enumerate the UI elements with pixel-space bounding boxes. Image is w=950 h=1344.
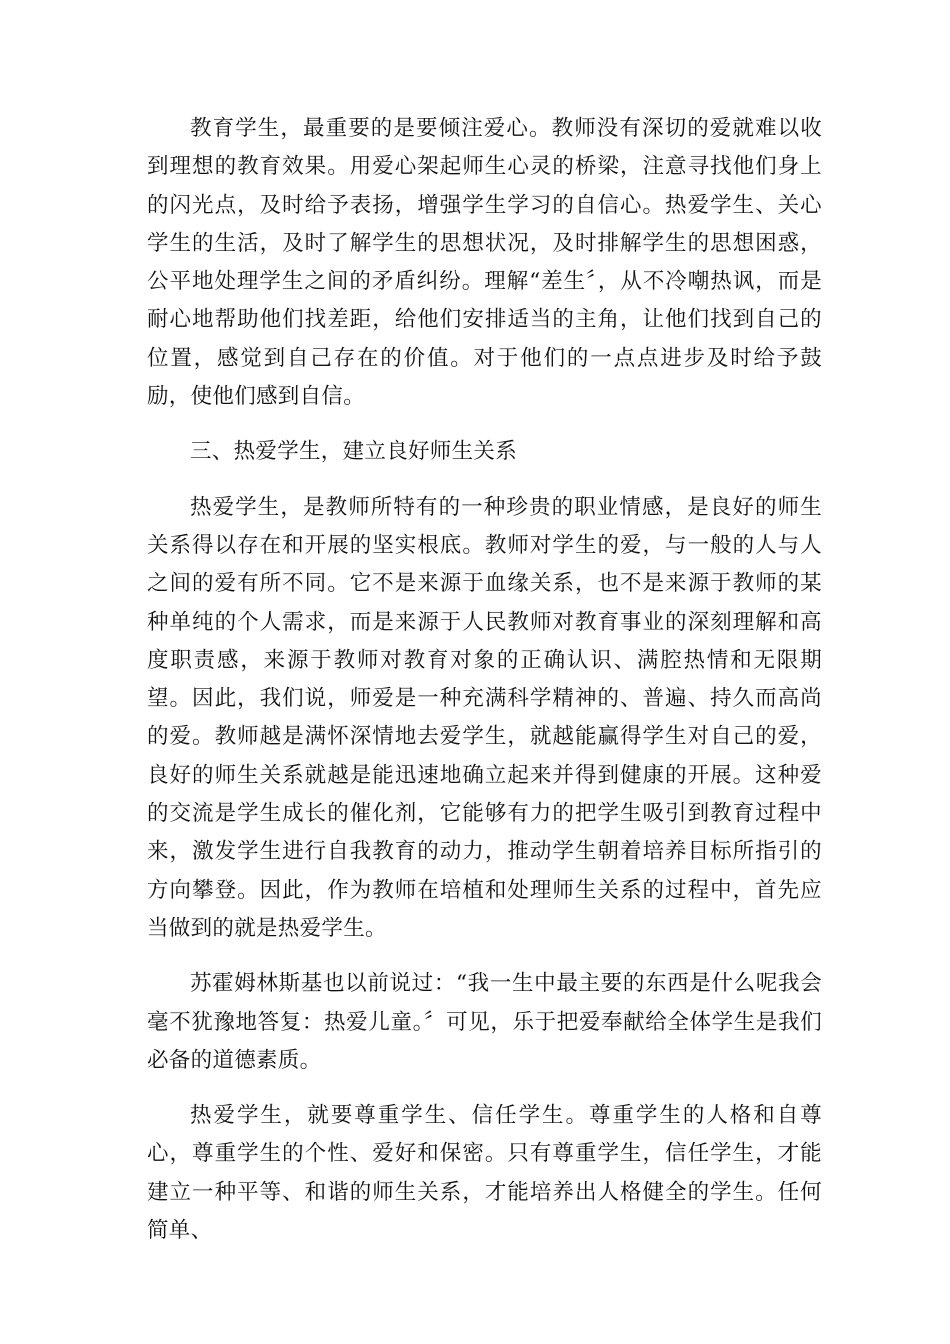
paragraph-sukhomlinsky-quote: 苏霍姆林斯基也以前说过：“我一生中最主要的东西是什么呢我会毫不犹豫地答复：热爱儿童。〞可见，乐于把爱奉献给全体学生是我们必备的道德素质。	[147, 971, 822, 1073]
paragraph-respect-students: 热爱学生，就要尊重学生、信任学生。尊重学生的人格和自尊心，尊重学生的个性、爱好和保密。只有尊重学生，信任学生，才能建立一种平等、和谐的师生关系，才能培养出人格健全的学生。任何简单、	[147, 1103, 822, 1244]
paragraph-teacher-love: 热爱学生，是教师所特有的一种珍贵的职业情感，是良好的师生关系得以存在和开展的坚实根底。教师对学生的爱，与一般的人与人之间的爱有所不同。它不是来源于血缘关系，也不是来源于教师的某种单纯的个人需求，而是来源于人民教师对教育事业的深刻理解和高度职责感，来源于教师对教育对象的正确认识、满腔热情和无限期望。因此，我们说，师爱是一种充满科学精神的、普遍、持久而高尚的爱。教师越是满怀深情地去爱学生，就越能赢得学生对自己的爱，良好的师生关系就越是能迅速地确立起来并得到健康的开展。这种爱的交流是学生成长的催化剂，它能够有力的把学生吸引到教育过程中来，激发学生进行自我教育的动力，推动学生朝着培养目标所指引的方向攀登。因此，作为教师在培植和处理师生关系的过程中，首先应当做到的就是热爱学生。	[147, 494, 822, 941]
paragraph-love-in-education: 教育学生，最重要的是要倾注爱心。教师没有深切的爱就难以收到理想的教育效果。用爱心架起师生心灵的桥梁，注意寻找他们身上的闪光点，及时给予表扬，增强学生学习的自信心。热爱学生、关心学生的生活，及时了解学生的思想状况，及时排解学生的思想困惑，公平地处理学生之间的矛盾纠纷。理解“差生〞，从不冷嘲热讽，而是耐心地帮助他们找差距，给他们安排适当的主角，让他们找到自己的位置，感觉到自己存在的价值。对于他们的一点点进步及时给予鼓励，使他们感到自信。	[147, 116, 822, 410]
section-heading-three: 三、热爱学生，建立良好师生关系	[190, 439, 518, 465]
document-body	[147, 110, 822, 1250]
